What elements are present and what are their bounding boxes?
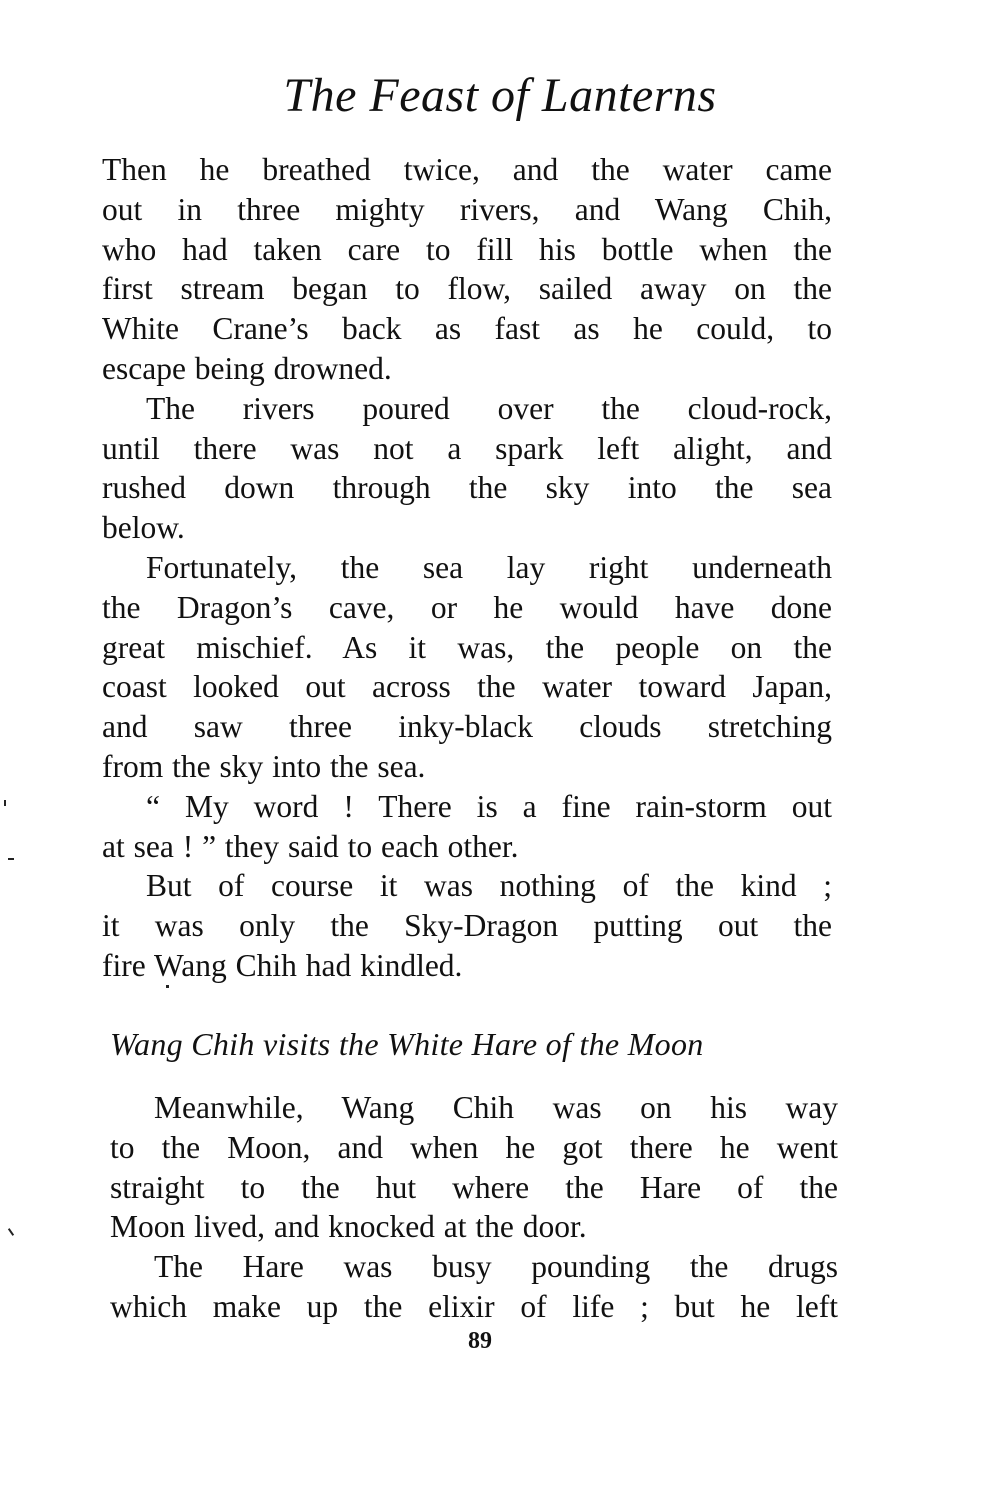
page-number: 89	[468, 1328, 492, 1354]
text-line: it was only the Sky-Dragon putting out the	[102, 908, 832, 944]
text-line: from the sky into the sea.	[102, 748, 426, 784]
scan-speck	[166, 985, 169, 988]
text-line: rushed down through the sky into the sea	[102, 470, 832, 506]
text-line: and saw three inky-black clouds stretching	[102, 709, 832, 745]
text-line: Moon lived, and knocked at the door.	[110, 1209, 587, 1245]
text-line: to the Moon, and when he got there he went	[110, 1129, 838, 1165]
text-line: below.	[102, 510, 185, 546]
text-line: The rivers poured over the cloud-rock,	[146, 390, 832, 426]
scan-speck	[8, 858, 14, 860]
scan-speck	[8, 1228, 14, 1236]
upper-text-block	[102, 150, 832, 986]
text-line: which make up the elixir of life ; but he left	[110, 1288, 838, 1324]
text-line: But of course it was nothing of the kind ;	[146, 868, 832, 904]
text-line: Meanwhile, Wang Chih was on his way	[154, 1090, 838, 1125]
text-line: escape being drowned.	[102, 350, 392, 386]
text-line: until there was not a spark left alight, and	[102, 430, 832, 466]
text-line: who had taken care to fill his bottle when the	[102, 231, 832, 267]
text-line: great mischief. As it was, the people on the	[102, 629, 832, 665]
text-line: at sea ! ” they said to each other.	[102, 828, 519, 864]
text-line: Fortunately, the sea lay right underneath	[146, 549, 832, 585]
lower-text-block	[110, 1088, 838, 1327]
text-line: coast looked out across the water toward Japan,	[102, 669, 832, 705]
text-line: fire Wang Chih had kindled.	[102, 947, 463, 983]
section-heading: Wang Chih visits the White Hare of the Moon	[110, 1026, 704, 1062]
text-line: out in three mighty rivers, and Wang Chih,	[102, 191, 832, 227]
running-title: The Feast of Lanterns	[283, 69, 717, 122]
text-line: White Crane’s back as fast as he could, to	[102, 311, 832, 347]
text-line: “ My word ! There is a fine rain-storm out	[146, 788, 832, 824]
text-line: first stream began to flow, sailed away on the	[102, 271, 832, 307]
text-line: Then he breathed twice, and the water came	[102, 152, 832, 187]
scan-speck	[4, 800, 6, 806]
text-line: The Hare was busy pounding the drugs	[154, 1249, 838, 1285]
text-line: straight to the hut where the Hare of the	[110, 1169, 838, 1205]
text-line: the Dragon’s cave, or he would have done	[102, 589, 832, 625]
